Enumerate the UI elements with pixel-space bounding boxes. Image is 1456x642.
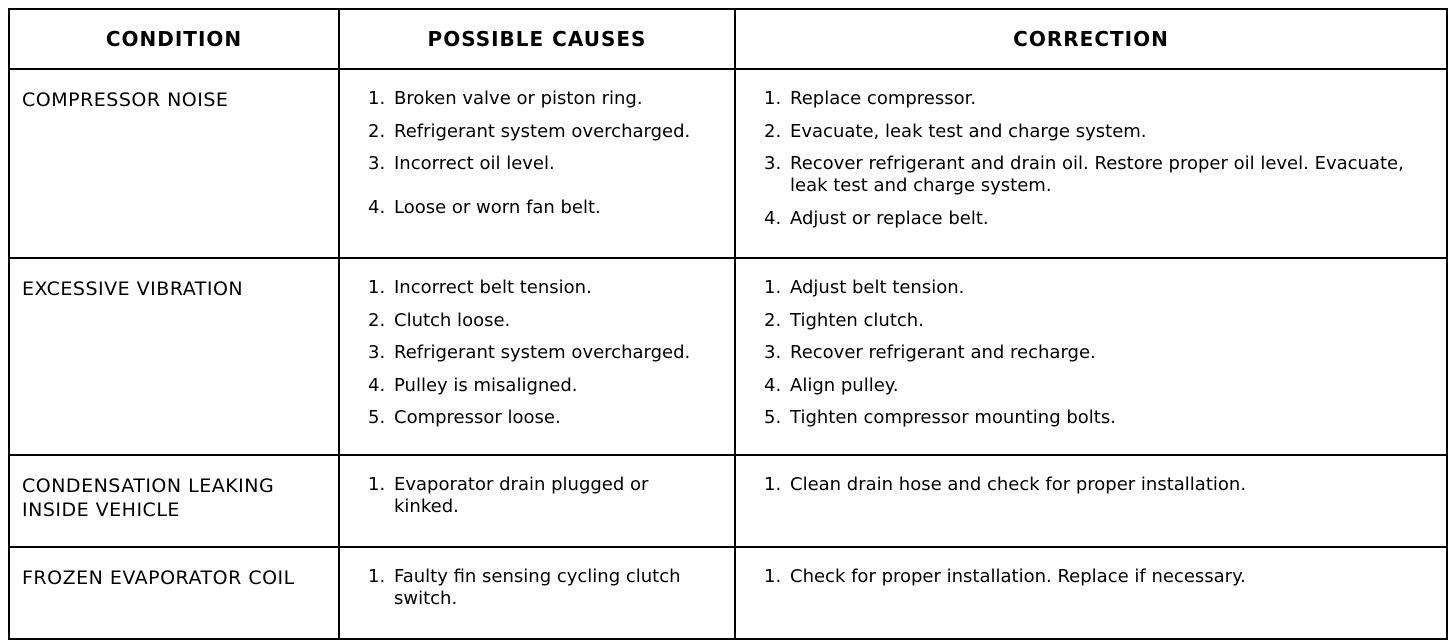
correction-text: Recover refrigerant and drain oil. Restore proper oil level. Evacuate, leak test and charge system.: [790, 153, 1404, 196]
cause-item: [368, 88, 734, 110]
corrections-list: [736, 548, 1446, 588]
correction-number: 1.: [764, 566, 782, 587]
cause-text: Clutch loose.: [394, 309, 511, 331]
condition-text: EXCESSIVE VIBRATION: [22, 278, 244, 300]
condition-cell: [9, 455, 339, 547]
cause-item: [368, 566, 734, 610]
corrections-list: [736, 259, 1446, 429]
cause-text: Pulley is misaligned.: [394, 374, 578, 396]
correction-text: Adjust or replace belt.: [790, 207, 989, 229]
correction-number: 2.: [764, 120, 782, 142]
cause-item: [368, 407, 734, 429]
header-row: [9, 9, 1447, 69]
cause-item: [368, 153, 734, 175]
cause-text: Evaporator drain plugged or kinked.: [394, 474, 649, 517]
cause-number: 3.: [368, 153, 386, 174]
correction-number: 4.: [764, 374, 782, 396]
correction-item: [764, 153, 1446, 197]
correction-text: Tighten compressor mounting bolts.: [790, 407, 1116, 428]
correction-text: Recover refrigerant and recharge.: [790, 342, 1096, 363]
cause-number: 5.: [368, 407, 386, 428]
table-header: [9, 9, 1447, 69]
cause-item: [368, 375, 734, 397]
cause-text: Refrigerant system overcharged.: [394, 120, 691, 142]
correction-text: Align pulley.: [790, 374, 899, 396]
cause-number: 3.: [368, 342, 386, 363]
table-row: [9, 455, 1447, 547]
correction-item: [764, 121, 1446, 143]
cause-text: Incorrect oil level.: [394, 153, 555, 174]
table-row: [9, 258, 1447, 455]
cause-number: 1.: [368, 277, 386, 298]
cause-text: Loose or worn fan belt.: [394, 197, 601, 218]
cause-item: [368, 474, 734, 518]
correction-item: [764, 342, 1446, 364]
correction-number: 5.: [764, 407, 782, 428]
correction-item: [764, 375, 1446, 397]
causes-cell: [339, 69, 735, 258]
causes-list: [340, 70, 734, 219]
condition-text: CONDENSATION LEAKING INSIDE VEHICLE: [22, 475, 275, 521]
cause-item: [368, 277, 734, 299]
correction-number: 3.: [764, 153, 782, 174]
cause-item: [368, 342, 734, 364]
cause-item: [368, 197, 734, 219]
cause-number: 2.: [368, 120, 386, 142]
causes-list: [340, 259, 734, 429]
correction-cell: [735, 455, 1447, 547]
correction-item: [764, 208, 1446, 230]
correction-cell: [735, 547, 1447, 639]
header-correction: CORRECTION: [735, 9, 1447, 69]
condition-cell: [9, 258, 339, 455]
correction-item: [764, 566, 1446, 588]
correction-number: 3.: [764, 342, 782, 363]
causes-list: [340, 548, 734, 610]
corrections-list: [736, 456, 1446, 496]
correction-item: [764, 310, 1446, 332]
correction-item: [764, 277, 1446, 299]
condition-cell: [9, 69, 339, 258]
cause-number: 4.: [368, 374, 386, 396]
correction-number: 2.: [764, 309, 782, 331]
correction-number: 4.: [764, 207, 782, 229]
condition-cell: [9, 547, 339, 639]
correction-item: [764, 407, 1446, 429]
cause-text: Incorrect belt tension.: [394, 277, 592, 298]
table-body: [9, 69, 1447, 639]
causes-cell: [339, 455, 735, 547]
cause-text: Compressor loose.: [394, 407, 561, 428]
correction-item: [764, 88, 1446, 110]
corrections-list: [736, 70, 1446, 230]
cause-item: [368, 310, 734, 332]
correction-text: Tighten clutch.: [790, 309, 924, 331]
correction-item: [764, 474, 1446, 496]
header-possible-causes: POSSIBLE CAUSES: [339, 9, 735, 69]
correction-text: Evacuate, leak test and charge system.: [790, 120, 1147, 142]
causes-cell: [339, 258, 735, 455]
correction-number: 1.: [764, 474, 782, 495]
correction-text: Replace compressor.: [790, 88, 977, 109]
cause-text: Faulty fin sensing cycling clutch switch.: [394, 566, 681, 609]
table-row: [9, 547, 1447, 639]
correction-text: Check for proper installation. Replace if necessary.: [790, 566, 1246, 587]
correction-text: Adjust belt tension.: [790, 277, 965, 298]
condition-text: FROZEN EVAPORATOR COIL: [22, 567, 295, 589]
correction-number: 1.: [764, 88, 782, 109]
cause-number: 1.: [368, 88, 386, 109]
causes-cell: [339, 547, 735, 639]
diagnosis-table: [8, 8, 1448, 640]
correction-cell: [735, 258, 1447, 455]
cause-number: 1.: [368, 566, 386, 587]
cause-item: [368, 121, 734, 143]
table-row: [9, 69, 1447, 258]
correction-number: 1.: [764, 277, 782, 298]
cause-number: 1.: [368, 474, 386, 495]
correction-text: Clean drain hose and check for proper installation.: [790, 474, 1247, 495]
cause-number: 4.: [368, 197, 386, 218]
causes-list: [340, 456, 734, 518]
condition-text: COMPRESSOR NOISE: [22, 89, 229, 111]
cause-text: Broken valve or piston ring.: [394, 88, 643, 109]
cause-text: Refrigerant system overcharged.: [394, 342, 691, 363]
header-condition: CONDITION: [9, 9, 339, 69]
correction-cell: [735, 69, 1447, 258]
cause-number: 2.: [368, 309, 386, 331]
